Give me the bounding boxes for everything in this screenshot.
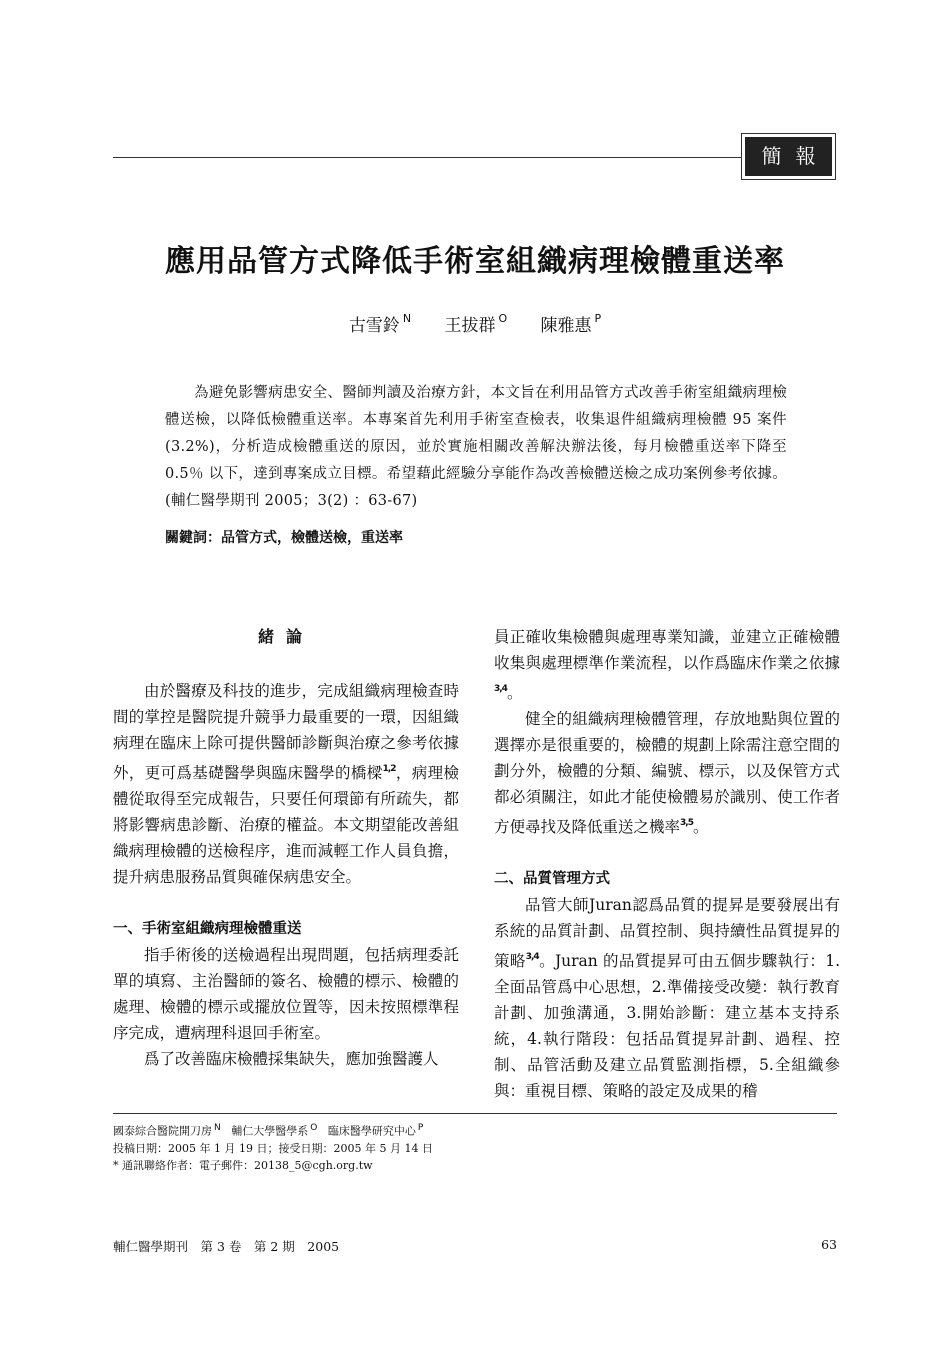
continued-paragraph [494,624,840,706]
affiliation-mark: P [594,312,602,325]
corresponding-author: * 通訊聯絡作者：電子郵件：20138_5@cgh.org.tw [113,1158,373,1172]
article-title: 應用品管方式降低手術室組織病理檢體重送率 [165,244,785,279]
text-run: 品管大師Juran認爲品質的提昇是要發展出有系統的品質計劃、品質控制、與持續性品質提昇的策略 [494,896,840,970]
header-rule [113,157,741,158]
author-list [0,311,950,336]
citation-ref: 3,4 [494,684,507,694]
author [348,312,412,336]
submission-dates: 投稿日期：2005 年 1 月 19 日；接受日期：2005 年 5 月 14 日 [113,1141,433,1155]
text-run: ，病理檢體從取得至完成報告，只要任何環節有所疏失，都將影響病患診斷、治療的權益。本文期望能改善組織病理檢體的送檢程序，進而減輕工作人員負擔，提升病患服務品質與確保病患安全。 [113,764,459,886]
left-column [113,624,459,1072]
section-1-heading: 一、手術室組織病理檢體重送 [113,921,302,937]
text-run: 員正確收集檢體與處理專業知識，並建立正確檢體收集與處理標準作業流程，以作爲臨床作業之依據 [494,628,840,672]
citation-ref: 3,5 [680,818,693,828]
affiliation-mark: P [417,1123,424,1133]
affiliation-mark: O [310,1123,318,1133]
author [540,312,602,336]
affiliation: 國泰綜合醫院開刀房 [113,1124,212,1138]
citation-ref: 3,4 [525,952,539,962]
author-name: 王拔群 [444,316,496,336]
journal-footer: 輔仁醫學期刊 第 3 卷 第 2 期 2005 [113,1239,340,1254]
section-1-paragraph: 指手術後的送檢過程出現問題，包括病理委託單的填寫、主治醫師的簽名、檢體的標示、檢體的處理、檢體的標示或擺放位置等，因未按照標準程序完成，遭病理科退回手術室。 [113,946,459,1042]
affiliation: 臨床醫學研究中心 [327,1124,416,1138]
text-run: 。 [692,818,709,836]
intro-paragraph [113,678,459,890]
intro-heading: 緒論 [257,627,314,646]
section-1-paragraph: 爲了改善臨床檢體採集缺失，應加強醫護人 [144,1050,439,1068]
author [444,312,508,336]
text-run: 。 [506,684,523,702]
section-2-heading: 二、品質管理方式 [494,871,610,887]
affiliation-mark: N [402,312,412,325]
affiliation-mark: N [214,1123,221,1133]
section-2-paragraph [494,892,840,1104]
section-badge: 簡報 [745,137,832,176]
text-run: 健全的組織病理檢體管理，存放地點與位置的選擇亦是很重要的，檢體的規劃上除需注意空間的劃分外，檢體的分類、編號、標示，以及保管方式都必須關注，如此才能使檢體易於識別、使工作者方便尋找及降低重送之機率 [494,710,840,836]
page-number: 63 [821,1237,837,1252]
citation-ref: 1,2 [382,764,396,774]
author-name: 陳雅惠 [540,316,592,336]
text-run: 由於醫療及科技的進步，完成組織病理檢查時間的掌控是醫院提升競爭力最重要的一環，因組織病理在臨床上除可提供醫師診斷與治療之參考依據外，更可爲基礎醫學與臨床醫學的橋樑 [113,682,459,782]
keywords: 關鍵詞：品管方式，檢體送檢，重送率 [165,530,403,546]
text-run: 。Juran 的品質提昇可由五個步驟執行：1.全面品管爲中心思想，2.準備接受改變：執行教育計劃、加強溝通，3.開始診斷：建立基本支持系統，4.執行階段：包括品質提昇計劃、過程、控制、品管活動及建立品質監測指標，5.全組織參與：重視目標、策略的設定及成果的稽 [494,952,840,1100]
affiliation-mark: O [498,312,508,325]
right-column [494,624,840,1104]
author-name: 古雪鈴 [348,316,400,336]
affiliation: 輔仁大學醫學系 [231,1124,309,1138]
section-1-paragraph [494,706,840,840]
footnotes [113,1120,433,1174]
footnote-rule [113,1113,837,1114]
abstract: 為避免影響病患安全、醫師判讀及治療方針，本文旨在利用品管方式改善手術室組織病理檢體送檢，以降低檢體重送率。本專案首先利用手術室查檢表，收集退件組織病理檢體 95 案件(3.2%)，分析造成檢體重送的原因，並於實施相關改善解決辦法後，每月檢體重送率下降至 0.5％ 以下，達到專案成立目標。希望藉此經驗分享能作為改善檢體送檢之成功案例參考依據。(輔仁醫學期刊 2005；3(2) ：63-67) [165,385,787,509]
affiliations-line [113,1120,433,1140]
